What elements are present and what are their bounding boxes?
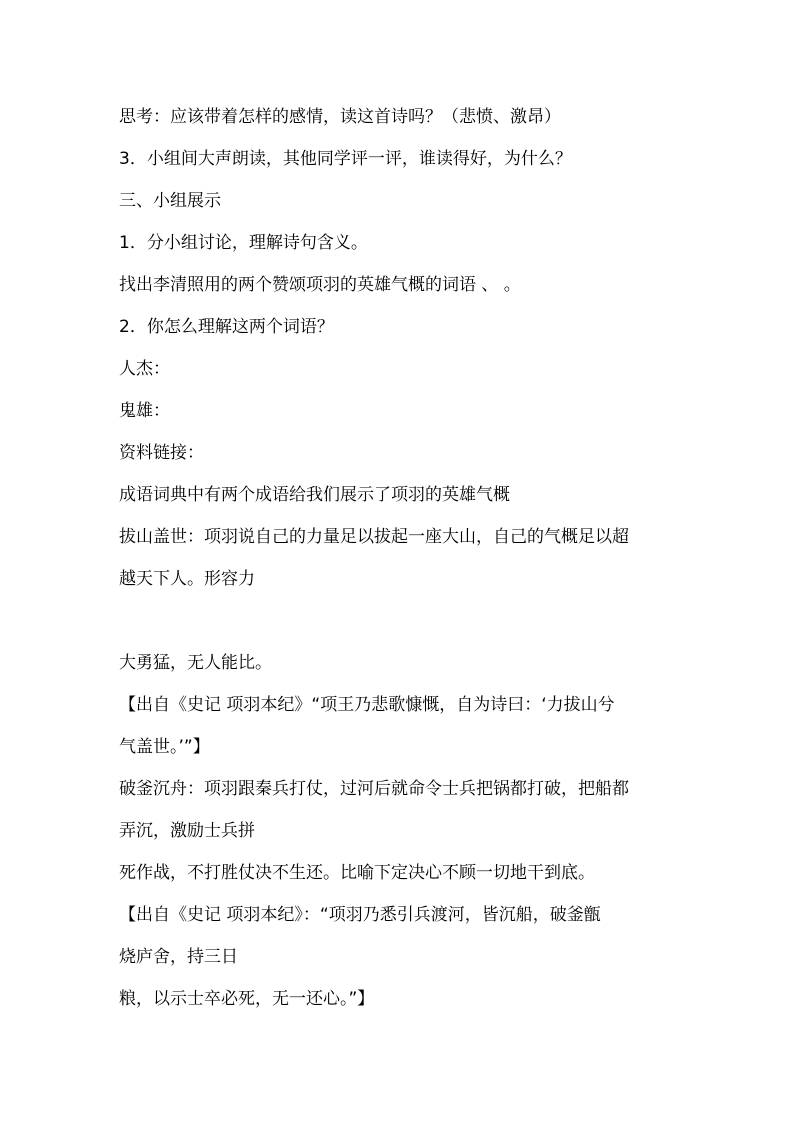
- text-line-pofu-2: 弄沉，激励士兵拼: [119, 821, 255, 841]
- text-line-bashan-1: 拔山盖世：项羽说自己的力量足以拔起一座大山，自己的气概足以超: [119, 527, 629, 547]
- text-line-pofu-3: 死作战，不打胜仗决不生还。比喻下定决心不顾一切地干到底。: [119, 863, 595, 883]
- text-line-renjie: 人杰：: [119, 359, 170, 379]
- text-line-bashan-2: 越天下人。形容力: [119, 569, 255, 589]
- text-line-pofu-source-2: 烧庐舍，持三日: [119, 947, 238, 967]
- text-line-pofu-1: 破釜沉舟：项羽跟秦兵打仗，过河后就命令士兵把锅都打破，把船都: [119, 779, 629, 799]
- section-heading-group-display: 三、小组展示: [119, 191, 221, 211]
- text-line-step2: 2．你怎么理解这两个词语？: [119, 317, 334, 337]
- text-line-thinking: 思考：应该带着怎样的感情，读这首诗吗？（悲愤、激昂）: [119, 107, 561, 127]
- text-line-pofu-source-1: 【出自《史记 项羽本纪》：“项羽乃悉引兵渡河，皆沉船，破釜甑: [119, 905, 601, 925]
- text-line-bashan-source-2: 气盖世。’”】: [119, 737, 210, 757]
- text-line-idiom-intro: 成语词典中有两个成语给我们展示了项羽的英雄气概: [119, 485, 510, 505]
- text-line-bashan-3: 大勇猛，无人能比。: [119, 653, 272, 673]
- text-line-guixiong: 鬼雄：: [119, 401, 170, 421]
- text-line-bashan-source-1: 【出自《史记 项羽本纪》“项王乃悲歌慷慨，自为诗曰：‘力拔山兮: [119, 695, 615, 715]
- text-line-pofu-source-3: 粮，以示士卒必死，无一还心。”】: [119, 989, 375, 1009]
- text-line-step3: 3．小组间大声朗读，其他同学评一评，谁读得好，为什么？: [119, 149, 572, 169]
- text-line-step1: 1．分小组讨论，理解诗句含义。: [119, 233, 368, 253]
- text-line-find-words: 找出李清照用的两个赞颂项羽的英雄气概的词语 、 。: [119, 275, 521, 295]
- text-line-resource-link: 资料链接：: [119, 443, 204, 463]
